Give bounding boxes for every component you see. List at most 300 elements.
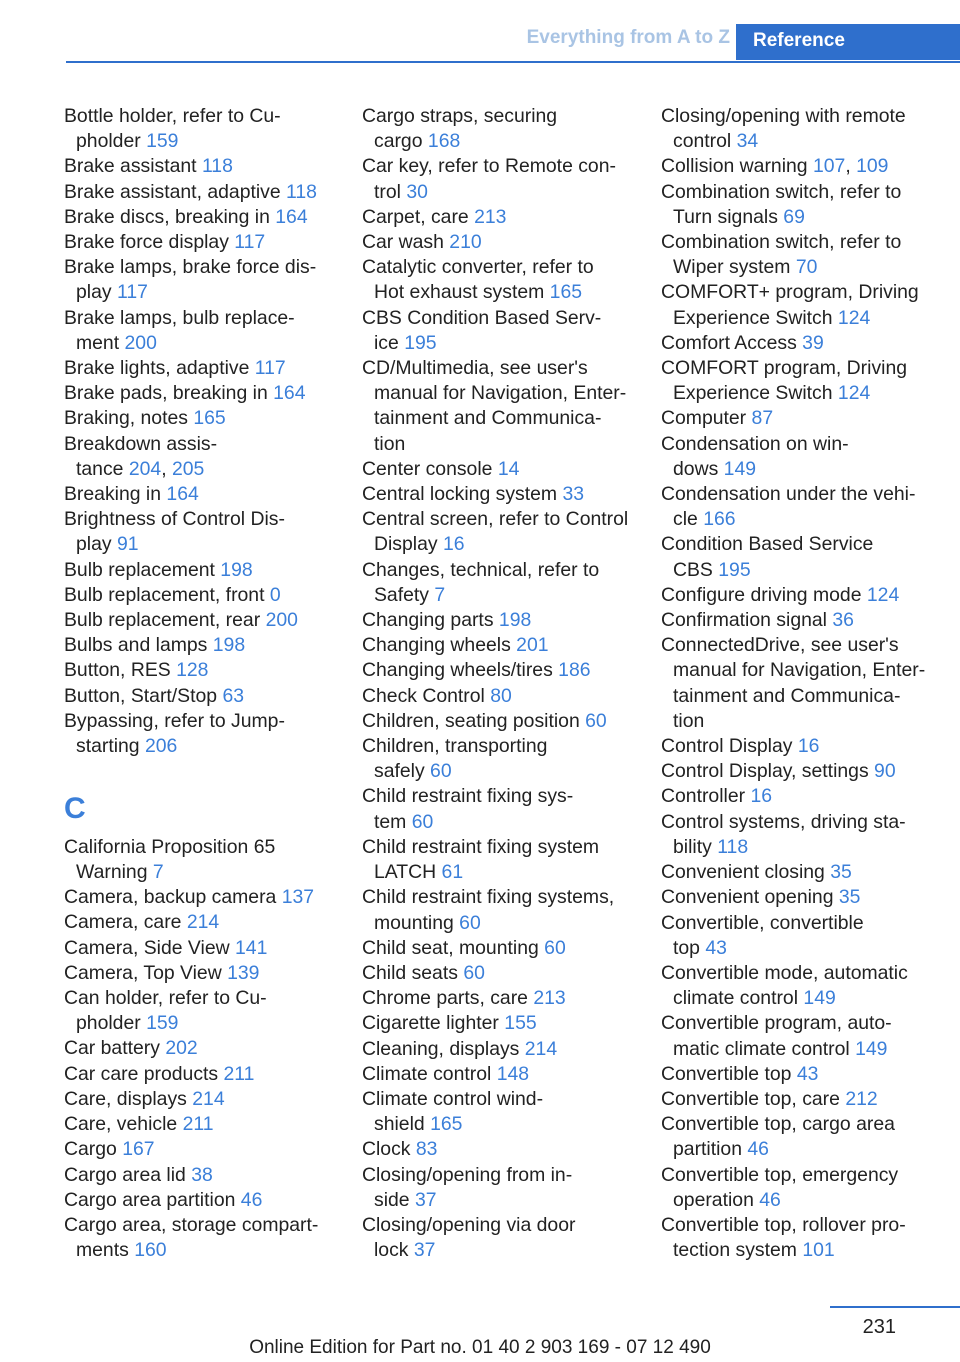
- index-entry: [362, 507, 634, 557]
- page-reference-link[interactable]: 37: [414, 1188, 437, 1211]
- index-entry: [362, 784, 634, 834]
- index-entry-text: Care, displays: [64, 1087, 193, 1110]
- page-reference-link[interactable]: 165: [549, 281, 583, 304]
- page-reference-link[interactable]: 63: [222, 684, 245, 707]
- index-entry: [362, 1037, 634, 1062]
- index-entry: [362, 306, 634, 356]
- index-entry-text: Camera, Top View: [64, 961, 228, 984]
- index-entry: [362, 104, 634, 154]
- index-entry: [362, 1087, 634, 1137]
- index-entry-text: Cigarette lighter: [362, 1012, 505, 1035]
- page-reference-link[interactable]: 87: [751, 407, 774, 430]
- index-entry-text: Child restraint fixing systems,: [362, 886, 615, 909]
- page-reference-link[interactable]: 117: [116, 281, 148, 304]
- index-entry: [64, 961, 336, 986]
- chapter-tab: Reference: [736, 24, 960, 60]
- index-entry: [362, 1062, 634, 1087]
- index-entry: [661, 961, 933, 1011]
- page-reference-link[interactable]: 195: [718, 558, 751, 581]
- index-entry: [64, 986, 336, 1036]
- index-entry: [64, 1087, 336, 1112]
- index-entry-text: bility: [673, 835, 718, 858]
- index-entry-text: Carpet, care: [362, 205, 475, 228]
- index-entry: [64, 230, 336, 255]
- index-entry-text: Brake pads, breaking in: [64, 382, 274, 405]
- index-entry: [661, 532, 933, 582]
- page-reference-link[interactable]: 155: [504, 1012, 537, 1035]
- index-entry-text: dows: [673, 457, 724, 480]
- index-entry-text: ment: [76, 331, 125, 354]
- index-entry-text: Closing/opening via door: [362, 1213, 576, 1236]
- page-reference-link[interactable]: 160: [134, 1239, 167, 1262]
- page-reference-link[interactable]: 109: [856, 155, 889, 178]
- page-reference-link[interactable]: 198: [498, 609, 532, 632]
- index-entry-text: Display: [374, 533, 443, 556]
- page-reference-link[interactable]: 34: [736, 130, 759, 153]
- index-entry-text: Bypassing, refer to Jump-: [64, 709, 285, 732]
- page-reference-link[interactable]: 149: [803, 987, 836, 1010]
- index-entry-text: Safety: [374, 583, 435, 606]
- page-reference-link[interactable]: 46: [747, 1138, 769, 1161]
- index-entry-text: Children, seating position: [362, 709, 586, 732]
- index-entry-text: CBS Condition Based Serv-: [362, 306, 602, 329]
- page-reference-link[interactable]: 204: [128, 457, 162, 480]
- index-entry: [661, 885, 933, 910]
- index-entry-text: Convenient closing: [661, 861, 831, 884]
- index-entry: [64, 406, 336, 431]
- index-entry-text: play: [76, 281, 117, 304]
- page-reference-link[interactable]: 128: [176, 659, 209, 682]
- index-entry-text: Car wash: [362, 231, 450, 254]
- index-entry-text: Closing/opening with remote: [661, 105, 906, 127]
- index-entry: [362, 255, 634, 305]
- index-entry: [661, 1011, 933, 1061]
- index-entry-text: cle: [673, 508, 704, 531]
- index-entry-text: Wiper system: [673, 256, 796, 279]
- index-entry-text: ConnectedDrive, see user's: [661, 634, 899, 657]
- index-entry-text: Check Control: [362, 684, 491, 707]
- index-entry-text: Children, transporting: [362, 735, 548, 758]
- index-entry-text: tainment and Communica-: [374, 407, 602, 430]
- page-reference-link[interactable]: 43: [705, 936, 727, 959]
- index-entry-text: Controller: [661, 785, 751, 808]
- index-entry-text: Bottle holder, refer to Cu-: [64, 105, 281, 127]
- index-entry: [362, 658, 634, 683]
- index-entry: [661, 356, 933, 406]
- index-entry: [661, 608, 933, 633]
- page-reference-link[interactable]: 35: [830, 861, 852, 884]
- index-entry: [661, 180, 933, 230]
- index-entry-text: Changes, technical, refer to: [362, 558, 600, 581]
- index-entry-text: Camera, Side View: [64, 936, 236, 959]
- index-entry: [64, 1163, 336, 1188]
- index-entry-text: Bulbs and lamps: [64, 634, 213, 657]
- index-entry-text: Combination switch, refer to: [661, 180, 902, 203]
- index-entry: [661, 406, 933, 431]
- page-reference-link[interactable]: 139: [227, 961, 260, 984]
- page-reference-link[interactable]: 212: [845, 1087, 878, 1110]
- index-entry-text: Chrome parts, care: [362, 987, 534, 1010]
- index-entry-text: Changing wheels: [362, 634, 517, 657]
- index-entry: [64, 356, 336, 381]
- page-reference-link[interactable]: 69: [783, 205, 805, 228]
- index-entry-text: operation: [673, 1188, 760, 1211]
- index-entry: [64, 684, 336, 709]
- index-entry-text: Car battery: [64, 1037, 166, 1060]
- page-reference-link[interactable]: 211: [223, 1062, 255, 1085]
- page-reference-link[interactable]: 91: [116, 533, 139, 556]
- index-entry: [661, 482, 933, 532]
- index-entry: [661, 784, 933, 809]
- index-entry-text: matic climate control: [673, 1037, 856, 1060]
- page-reference-link[interactable]: 60: [430, 760, 452, 783]
- page-reference-link[interactable]: 60: [463, 961, 485, 984]
- page-reference-link[interactable]: 60: [411, 810, 434, 833]
- page-reference-link[interactable]: 118: [201, 155, 233, 178]
- index-entry-text: manual for Navigation, Enter-: [374, 382, 627, 405]
- page-reference-link[interactable]: 60: [459, 911, 481, 934]
- index-entry: [362, 684, 634, 709]
- index-entry-text: Child seats: [362, 961, 464, 984]
- page-reference-link[interactable]: 107: [812, 155, 846, 178]
- index-entry: [362, 633, 634, 658]
- index-entry-text: Warning: [76, 861, 153, 884]
- index-entry: [64, 608, 336, 633]
- index-entry: [362, 482, 634, 507]
- index-entry: [64, 180, 336, 205]
- index-entry: [64, 1036, 336, 1061]
- index-entry-text: Bulb replacement, rear: [64, 609, 266, 632]
- page-reference-link[interactable]: 137: [281, 886, 315, 909]
- page-reference-link[interactable]: 14: [497, 457, 520, 480]
- page-reference-link[interactable]: 61: [441, 861, 464, 884]
- index-entry-text: play: [76, 533, 117, 556]
- index-entry-text: Experience Switch: [673, 306, 838, 329]
- index-entry: [64, 154, 336, 179]
- index-entry-text: Confirmation signal: [661, 609, 833, 632]
- page-reference-link[interactable]: 210: [449, 231, 482, 254]
- index-entry: [661, 860, 933, 885]
- index-entry-text: Car key, refer to Remote con-: [362, 155, 616, 178]
- index-entry-text: Convenient opening: [661, 886, 839, 909]
- index-entry: [362, 608, 634, 633]
- index-entry: [661, 633, 933, 734]
- index-entry-text: Climate control wind-: [362, 1087, 544, 1110]
- page-reference-link[interactable]: 35: [838, 886, 861, 909]
- index-entry-text: trol: [374, 180, 407, 203]
- index-entry: [362, 558, 634, 608]
- page-reference-link[interactable]: 166: [703, 508, 736, 531]
- index-entry: [661, 1163, 933, 1213]
- index-entry-text: Button, Start/Stop: [64, 684, 223, 707]
- index-entry-text: Changing parts: [362, 609, 499, 632]
- page-reference-link[interactable]: 198: [220, 558, 253, 581]
- index-entry: [64, 835, 336, 885]
- index-entry-text: Bulb replacement, front: [64, 583, 270, 606]
- index-entry-text: Brake discs, breaking in: [64, 205, 276, 228]
- page-reference-link[interactable]: 164: [166, 483, 199, 506]
- index-entry: [661, 1087, 933, 1112]
- index-entry: [64, 255, 336, 305]
- index-entry-text: Cargo: [64, 1138, 123, 1161]
- index-entry-text: tion: [374, 432, 406, 455]
- index-entry: [64, 1112, 336, 1137]
- index-entry: [64, 507, 336, 557]
- index-entry-text: Can holder, refer to Cu-: [64, 987, 267, 1010]
- page-reference-link[interactable]: 200: [124, 331, 157, 354]
- index-entry-text: Collision warning: [661, 155, 813, 178]
- index-entry: [64, 936, 336, 961]
- index-entry-text: LATCH: [374, 861, 442, 884]
- index-entry: [362, 709, 634, 734]
- index-entry: [64, 482, 336, 507]
- index-entry-text: control: [673, 130, 737, 153]
- page-reference-link[interactable]: 80: [490, 684, 512, 707]
- index-entry-text: shield: [374, 1113, 431, 1136]
- index-entry-text: COMFORT+ program, Driving: [661, 281, 919, 304]
- page-reference-link[interactable]: 159: [146, 1012, 179, 1035]
- index-entry-text: Hot exhaust system: [374, 281, 550, 304]
- index-entry-text: Camera, backup camera: [64, 886, 282, 909]
- page-reference-link[interactable]: 168: [427, 130, 461, 153]
- page-reference-link[interactable]: 16: [442, 533, 465, 556]
- index-entry: Breakdown assis- tance 204, 205: [64, 432, 218, 480]
- index-entry-text: tion: [673, 709, 705, 732]
- index-entry-text: Convertible top, cargo area: [661, 1113, 895, 1136]
- index-entry-text: Car care products: [64, 1062, 224, 1085]
- index-entry-text: tection system: [673, 1239, 803, 1262]
- index-entry-text: Brake force display: [64, 231, 235, 254]
- index-entry-text: Brake assistant, adaptive: [64, 180, 287, 203]
- page-reference-link[interactable]: 46: [240, 1188, 263, 1211]
- page-reference-link[interactable]: 202: [165, 1037, 198, 1060]
- page-reference-link[interactable]: 124: [866, 583, 900, 606]
- index-entry-text: California Proposition 65: [64, 835, 276, 858]
- index-entry-text: Convertible top: [661, 1062, 797, 1085]
- page-reference-link[interactable]: 141: [235, 936, 268, 959]
- page-reference-link[interactable]: 30: [406, 180, 428, 203]
- index-entry-text: climate control: [673, 987, 804, 1010]
- index-entry: [661, 1213, 933, 1263]
- index-entry: [362, 154, 634, 204]
- page-reference-link[interactable]: 43: [796, 1062, 819, 1085]
- page-number: 231: [862, 1316, 896, 1338]
- page-reference-link[interactable]: 83: [415, 1138, 438, 1161]
- page-reference-link[interactable]: 101: [802, 1239, 835, 1262]
- page-reference-link[interactable]: 214: [524, 1037, 558, 1060]
- index-entry-text: side: [374, 1188, 415, 1211]
- page-reference-link[interactable]: 195: [404, 331, 437, 354]
- index-entry-text: CD/Multimedia, see user's: [362, 357, 588, 380]
- page-reference-link[interactable]: 118: [286, 180, 317, 203]
- edition-footer: Online Edition for Part no. 01 40 2 903 169 - 07 12 490: [249, 1337, 711, 1358]
- page-header: [0, 0, 960, 62]
- index-entry: [661, 810, 933, 860]
- index-entry: [362, 961, 634, 986]
- index-entry: Collision warning 107, 109: [661, 155, 889, 178]
- page-reference-link[interactable]: 213: [533, 987, 566, 1010]
- page-reference-link[interactable]: 186: [558, 659, 591, 682]
- index-entry-text: ice: [374, 331, 405, 354]
- index-entry-text: Condensation under the vehi-: [661, 483, 916, 506]
- index-entry-text: Camera, care: [64, 911, 187, 934]
- page-reference-link[interactable]: 198: [212, 634, 246, 657]
- index-letter-heading: C: [64, 792, 86, 826]
- index-entry-text: Convertible, convertible: [661, 911, 864, 934]
- index-entry-text: tem: [374, 810, 412, 833]
- page-reference-link[interactable]: 124: [837, 382, 871, 405]
- index-entry-text: Condition Based Service: [661, 533, 874, 556]
- page-reference-link[interactable]: 159: [146, 130, 179, 153]
- index-entry-text: COMFORT program, Driving: [661, 357, 908, 380]
- header-rule: [66, 61, 960, 63]
- index-entry-text: Brightness of Control Dis-: [64, 508, 285, 531]
- index-entry: [64, 558, 336, 583]
- page-reference-link[interactable]: 211: [182, 1113, 214, 1136]
- index-entry-text: Bulb replacement: [64, 558, 221, 581]
- index-entry: [661, 734, 933, 759]
- index-entry-text: Cleaning, displays: [362, 1037, 525, 1060]
- index-entry: [64, 104, 336, 154]
- index-entry-text: Condensation on win-: [661, 432, 849, 455]
- index-entry: [64, 583, 336, 608]
- index-entry: [362, 1213, 634, 1263]
- index-entry: [64, 205, 336, 230]
- index-entry-text: manual for Navigation, Enter-: [673, 659, 926, 682]
- index-entry-text: Child restraint fixing system: [362, 835, 600, 858]
- index-entry-text: Computer: [661, 407, 752, 430]
- page-reference-link[interactable]: 213: [474, 205, 507, 228]
- index-entry-text: Experience Switch: [673, 382, 838, 405]
- page-reference-link[interactable]: 60: [585, 709, 607, 732]
- index-entry-text: lock: [374, 1239, 414, 1262]
- index-entry-text: Turn signals: [673, 205, 784, 228]
- index-entry-text: Central screen, refer to Control: [362, 508, 629, 531]
- index-entry-text: partition: [673, 1138, 748, 1161]
- index-entry: [362, 885, 634, 935]
- index-entry-text: pholder: [76, 1012, 147, 1035]
- index-entry-text: Convertible mode, automatic: [661, 961, 908, 984]
- index-entry-text: Catalytic converter, refer to: [362, 256, 594, 279]
- page-reference-link[interactable]: 36: [832, 609, 854, 632]
- page-reference-link[interactable]: 167: [122, 1138, 155, 1161]
- index-entry-text: Configure driving mode: [661, 583, 867, 606]
- index-entry-text: Care, vehicle: [64, 1113, 183, 1136]
- page-reference-link[interactable]: 0: [269, 583, 281, 606]
- index-entry-text: Convertible top, rollover pro-: [661, 1213, 906, 1236]
- index-entry-text: Clock: [362, 1138, 416, 1161]
- index-entry-text: Changing wheels/tires: [362, 659, 559, 682]
- index-entry-text: Brake lamps, brake force dis-: [64, 256, 317, 279]
- page-reference-link[interactable]: 46: [759, 1188, 781, 1211]
- page-reference-link[interactable]: 16: [750, 785, 773, 808]
- page-reference-link[interactable]: 118: [717, 835, 749, 858]
- index-entry-text: CBS: [673, 558, 719, 581]
- index-entry-text: Cargo area lid: [64, 1163, 192, 1186]
- index-entry-text: Brake assistant: [64, 155, 202, 178]
- page-reference-link[interactable]: 117: [254, 357, 286, 380]
- index-entry: [362, 457, 634, 482]
- index-entry: [661, 331, 933, 356]
- index-entry: [64, 1188, 336, 1213]
- index-entry: [64, 633, 336, 658]
- page-reference-link[interactable]: 60: [544, 936, 566, 959]
- index-entry: [661, 104, 933, 154]
- page-reference-link[interactable]: 149: [855, 1037, 888, 1060]
- index-entry-text: Closing/opening from in-: [362, 1163, 573, 1186]
- index-entry: [362, 986, 634, 1011]
- index-entry-text: cargo: [374, 130, 428, 153]
- index-entry-text: Convertible top, care: [661, 1087, 846, 1110]
- page-reference-link[interactable]: 148: [496, 1062, 530, 1085]
- page-reference-link[interactable]: 124: [837, 306, 871, 329]
- index-entry-text: pholder: [76, 130, 147, 153]
- index-column-2: [362, 104, 634, 1263]
- page-reference-link[interactable]: 205: [171, 457, 205, 480]
- page-reference-link[interactable]: 7: [152, 861, 164, 884]
- index-entry-text: top: [673, 936, 706, 959]
- index-entry: [64, 1062, 336, 1087]
- page-reference-link[interactable]: 37: [413, 1239, 436, 1262]
- index-entry: [362, 1137, 634, 1162]
- index-entry-text: Cargo straps, securing: [362, 105, 558, 127]
- page-reference-link[interactable]: 149: [723, 457, 757, 480]
- page-reference-link[interactable]: 38: [191, 1163, 213, 1186]
- index-entry-text: Breaking in: [64, 483, 167, 506]
- index-entry-text: Brake lights, adaptive: [64, 357, 255, 380]
- index-entry: [362, 205, 634, 230]
- index-entry-text: Convertible top, emergency: [661, 1163, 899, 1186]
- page-reference-link[interactable]: 201: [516, 634, 549, 657]
- page-reference-link[interactable]: 164: [273, 382, 306, 405]
- index-entry-text: Cargo area partition: [64, 1188, 241, 1211]
- page-reference-link[interactable]: 164: [275, 205, 308, 228]
- index-entry: [362, 835, 634, 885]
- page-reference-link[interactable]: 33: [562, 483, 585, 506]
- page-reference-link[interactable]: 70: [795, 256, 818, 279]
- page-reference-link[interactable]: 200: [265, 609, 298, 632]
- index-entry: [64, 1137, 336, 1162]
- index-entry: [362, 230, 634, 255]
- page-reference-link[interactable]: 206: [144, 735, 178, 758]
- page-reference-link[interactable]: 90: [874, 760, 896, 783]
- index-entry-text: starting: [76, 735, 145, 758]
- page-reference-link[interactable]: 16: [797, 735, 820, 758]
- index-entry: [362, 734, 634, 784]
- footer-rule: [830, 1306, 960, 1308]
- index-entry-text: Climate control: [362, 1062, 497, 1085]
- index-column-3: [661, 104, 933, 1263]
- index-entry-text: Central locking system: [362, 483, 563, 506]
- page-reference-link[interactable]: 214: [192, 1087, 225, 1110]
- index-entry-text: Button, RES: [64, 659, 177, 682]
- page-reference-link[interactable]: 214: [186, 911, 220, 934]
- page-reference-link[interactable]: 39: [802, 331, 824, 354]
- page-reference-link[interactable]: 117: [234, 231, 266, 254]
- index-entry: [661, 759, 933, 784]
- index-entry-text: Convertible program, auto-: [661, 1012, 892, 1035]
- page-reference-link[interactable]: 165: [430, 1113, 463, 1136]
- index-entry: [661, 280, 933, 330]
- index-entry-text: tainment and Communica-: [673, 684, 901, 707]
- page-reference-link[interactable]: 165: [193, 407, 226, 430]
- page-reference-link[interactable]: 7: [434, 583, 446, 606]
- index-entry-text: Breakdown assis-: [64, 432, 218, 455]
- index-entry: [661, 230, 933, 280]
- index-entry-text: ments: [76, 1239, 135, 1262]
- index-entry-text: Control Display: [661, 735, 798, 758]
- index-entry-text: Control Display, settings: [661, 760, 875, 783]
